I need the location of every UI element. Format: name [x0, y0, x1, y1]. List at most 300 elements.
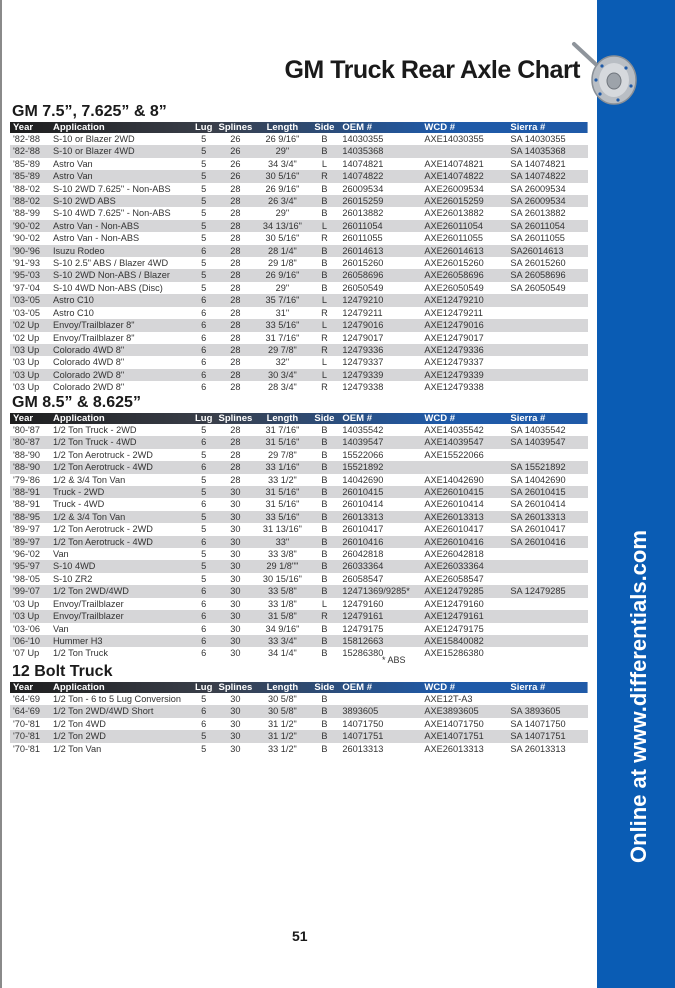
cell-side: B	[321, 183, 328, 194]
cell-lug: 5	[201, 183, 207, 194]
cell-length: 30 5/16"	[265, 171, 300, 182]
cell-splines: 28	[230, 183, 241, 194]
cell-side: R	[321, 307, 328, 318]
cell-year: '98-'05	[13, 573, 41, 584]
cell-side: L	[321, 357, 327, 368]
cell-wcd: AXE12479017	[424, 332, 484, 343]
cell-oem: 26050549	[342, 282, 384, 293]
cell-year: '06-'10	[13, 635, 41, 646]
cell-length: 31 7/16"	[265, 425, 300, 435]
cell-splines: 30	[230, 549, 241, 560]
cell-side: L	[321, 598, 327, 609]
cell-year: '02 Up	[13, 332, 40, 343]
cell-splines: 28	[230, 233, 241, 244]
cell-length: 33 1/2"	[268, 743, 297, 754]
cell-sierra: SA 14074821	[510, 158, 566, 169]
cell-application: Envoy/Trailblazer 8"	[53, 320, 135, 331]
table-row	[10, 548, 588, 560]
cell-wcd: AXE14042690	[424, 474, 484, 485]
cell-side: B	[321, 623, 328, 634]
cell-length: 29 1/8"	[268, 258, 297, 269]
cell-wcd: AXE14074821	[424, 158, 484, 169]
cell-oem: 26010417	[342, 524, 384, 535]
col-wcd: WCD #	[424, 122, 456, 133]
cell-splines: 28	[230, 437, 241, 448]
cell-sierra: SA 26013313	[510, 743, 566, 754]
cell-application: Astro Van - Non-ABS	[53, 220, 140, 231]
cell-oem: 12479338	[342, 382, 384, 393]
table-row	[10, 220, 588, 232]
cell-wcd: AXE26013882	[424, 208, 484, 219]
cell-sierra: SA 14039547	[510, 437, 566, 448]
cell-application: 1/2 Ton Aerotruck - 2WD	[53, 524, 153, 535]
col-lug: Lug	[195, 413, 213, 424]
cell-splines: 28	[230, 425, 241, 435]
cell-side: B	[321, 462, 328, 473]
cell-splines: 28	[230, 307, 241, 318]
cell-length: 29 1/8""	[266, 561, 299, 572]
cell-side: B	[321, 573, 328, 584]
table-body	[10, 693, 588, 755]
cell-application: Astro Van	[53, 171, 93, 182]
cell-year: '85-'89	[13, 171, 41, 182]
cell-year: '70-'81	[13, 743, 41, 754]
table-row	[10, 511, 588, 523]
cell-side: L	[321, 295, 327, 306]
table-row	[10, 573, 588, 585]
table-header-row	[10, 413, 588, 424]
cell-sierra	[507, 693, 588, 705]
cell-side: R	[321, 344, 328, 355]
cell-lug: 6	[201, 499, 207, 510]
cell-wcd: AXE26033364	[424, 561, 484, 572]
cell-application: Van	[53, 549, 69, 560]
cell-sierra	[507, 610, 588, 622]
cell-wcd: AXE15286380	[424, 648, 484, 659]
cell-lug: 5	[201, 282, 207, 293]
table-header-row	[10, 682, 588, 693]
cell-splines: 30	[230, 511, 241, 522]
table-row	[10, 158, 588, 170]
cell-application: Astro C10	[53, 307, 94, 318]
cell-splines: 28	[230, 245, 241, 256]
cell-sierra: SA 26011054	[510, 220, 565, 231]
cell-lug: 6	[201, 307, 207, 318]
cell-splines: 30	[230, 536, 241, 547]
cell-length: 26 3/4"	[268, 196, 297, 207]
cell-lug: 6	[201, 332, 207, 343]
table-row	[10, 282, 588, 294]
cell-side: B	[321, 425, 328, 435]
cell-sierra: SA 3893605	[510, 706, 561, 717]
cell-sierra: SA 26010414	[510, 499, 566, 510]
cell-sierra: SA 26011055	[510, 233, 565, 244]
cell-side: B	[321, 706, 328, 717]
table-row	[10, 635, 588, 647]
cell-length: 29"	[275, 146, 290, 157]
cell-wcd: AXE26050549	[424, 282, 484, 293]
cell-sierra	[507, 647, 588, 659]
col-wcd: WCD #	[424, 682, 456, 693]
cell-year: '88-'91	[13, 499, 41, 510]
cell-length: 26 9/16"	[265, 270, 300, 281]
table-row	[10, 257, 588, 269]
cell-splines: 26	[230, 171, 241, 182]
cell-splines: 28	[230, 462, 241, 473]
cell-lug: 6	[201, 369, 207, 380]
cell-side: L	[321, 220, 327, 231]
cell-lug: 5	[201, 171, 207, 182]
cell-application: Envoy/Trailblazer 8"	[53, 332, 135, 343]
cell-lug: 5	[201, 425, 207, 435]
cell-sierra: SA 14042690	[510, 474, 566, 485]
cell-lug: 5	[201, 270, 207, 281]
cell-length: 30 15/16"	[262, 573, 302, 584]
cell-lug: 5	[201, 158, 207, 169]
cell-length: 33 3/8"	[268, 549, 297, 560]
cell-year: '88-'90	[13, 449, 41, 460]
cell-year: '80-'87	[13, 425, 41, 435]
cell-year: '80-'87	[13, 437, 41, 448]
cell-length: 34 3/4"	[268, 158, 297, 169]
cell-lug: 6	[201, 344, 207, 355]
cell-application: Van	[53, 623, 69, 634]
cell-length: 31 1/2"	[268, 718, 297, 729]
cell-side: B	[321, 561, 328, 572]
cell-length: 29 7/8"	[268, 449, 297, 460]
cell-year: '03-'05	[13, 295, 41, 306]
cell-splines: 28	[230, 258, 241, 269]
cell-oem: 26058547	[342, 573, 384, 584]
cell-oem: 12479160	[342, 598, 384, 609]
cell-oem: 26010416	[342, 536, 384, 547]
cell-wcd: AXE26013313	[424, 743, 484, 754]
cell-sierra: SA 14071750	[510, 718, 566, 729]
cell-wcd: AXE26015260	[424, 258, 484, 269]
cell-splines: 28	[230, 344, 241, 355]
table-body	[10, 424, 588, 660]
cell-sierra	[507, 294, 588, 306]
cell-length: 26 9/16"	[265, 134, 300, 144]
cell-year: '90-'96	[13, 245, 41, 256]
cell-length: 30 5/8"	[268, 694, 297, 704]
cell-oem: 14035368	[342, 146, 384, 157]
cell-oem: 15521892	[342, 462, 384, 473]
cell-oem: 14071751	[342, 731, 384, 742]
cell-year: '88-'95	[13, 511, 41, 522]
cell-splines: 26	[230, 146, 241, 157]
side-banner	[597, 0, 675, 988]
cell-lug: 6	[201, 295, 207, 306]
col-oem: OEM #	[342, 413, 372, 424]
cell-application: Astro Van	[53, 158, 93, 169]
cell-oem: 14071750	[342, 718, 384, 729]
cell-application: 1/2 Ton Truck - 2WD	[53, 425, 137, 435]
cell-length: 33 1/8"	[268, 598, 297, 609]
cell-application: 1/2 Ton 2WD/4WD	[53, 586, 129, 597]
cell-length: 33 1/2"	[268, 474, 297, 485]
cell-splines: 28	[230, 357, 241, 368]
cell-wcd: AXE26013313	[424, 511, 484, 522]
table-row	[10, 207, 588, 219]
cell-sierra: SA 26010415	[510, 487, 566, 498]
cell-year: '82-'88	[13, 134, 41, 144]
table-row	[10, 461, 588, 473]
cell-year: '88-'90	[13, 462, 41, 473]
cell-lug: 6	[201, 706, 207, 717]
cell-sierra: SA 26010417	[510, 524, 566, 535]
cell-application: Hummer H3	[53, 635, 103, 646]
cell-oem: 26013882	[342, 208, 384, 219]
cell-year: '02 Up	[13, 320, 40, 331]
cell-sierra: SA 26050549	[510, 282, 566, 293]
cell-lug: 6	[201, 718, 207, 729]
cell-application: S-10 2WD Non-ABS / Blazer	[53, 270, 170, 281]
section-title-gm-8-5: GM 8.5” & 8.625”	[12, 394, 141, 411]
cell-side: R	[321, 332, 328, 343]
cell-oem: 12479211	[342, 307, 383, 318]
cell-oem: 12479161	[342, 611, 384, 622]
cell-length: 30 3/4"	[268, 369, 297, 380]
cell-oem: 26010414	[342, 499, 384, 510]
table-row	[10, 424, 588, 436]
cell-lug: 5	[201, 196, 207, 207]
cell-splines: 26	[230, 158, 241, 169]
cell-lug: 5	[201, 743, 207, 754]
cell-sierra: SA 26058696	[510, 270, 566, 281]
table-row	[10, 536, 588, 548]
cell-sierra: SA 14071751	[510, 731, 566, 742]
cell-splines: 30	[230, 561, 241, 572]
cell-side: B	[321, 635, 328, 646]
cell-application: Truck - 2WD	[53, 487, 105, 498]
cell-year: '70-'81	[13, 718, 41, 729]
cell-year: '90-'02	[13, 220, 41, 231]
table-body	[10, 133, 588, 394]
cell-length: 31"	[275, 307, 290, 318]
cell-year: '91-'93	[13, 258, 41, 269]
cell-side: B	[321, 282, 328, 293]
cell-year: '88-'99	[13, 208, 41, 219]
cell-oem: 26013313	[342, 511, 384, 522]
cell-splines: 30	[230, 611, 241, 622]
cell-year: '97-'04	[13, 282, 41, 293]
cell-lug: 5	[201, 220, 207, 231]
cell-length: 33 5/16"	[265, 320, 300, 331]
cell-wcd: AXE15522066	[424, 449, 484, 460]
cell-year: '99-'07	[13, 586, 41, 597]
cell-lug: 5	[201, 694, 207, 704]
cell-oem: 26011054	[342, 220, 383, 231]
cell-length: 33 1/16"	[265, 462, 300, 473]
table-row	[10, 730, 588, 742]
cell-lug: 5	[201, 208, 207, 219]
cell-side: B	[321, 694, 328, 704]
cell-wcd: AXE26058547	[424, 573, 484, 584]
table-row	[10, 269, 588, 281]
cell-lug: 6	[201, 611, 207, 622]
cell-splines: 28	[230, 270, 241, 281]
col-splines: Splines	[218, 682, 253, 693]
table-row	[10, 610, 588, 622]
cell-sierra	[507, 548, 588, 560]
table-row	[10, 332, 588, 344]
cell-length: 28 1/4"	[268, 245, 297, 256]
cell-length: 30 5/8"	[268, 706, 297, 717]
cell-length: 33"	[275, 536, 290, 547]
cell-splines: 28	[230, 369, 241, 380]
axle-flange-icon	[570, 40, 640, 110]
cell-year: '70-'81	[13, 731, 41, 742]
cell-oem: 26015260	[342, 258, 384, 269]
cell-sierra	[507, 598, 588, 610]
cell-application: Astro C10	[53, 295, 94, 306]
cell-length: 33 5/8"	[268, 586, 297, 597]
cell-oem: 26058696	[342, 270, 384, 281]
cell-wcd: AXE26010417	[424, 524, 484, 535]
cell-application: Truck - 4WD	[53, 499, 105, 510]
cell-wcd: AXE26058696	[424, 270, 484, 281]
cell-wcd: AXE12479338	[424, 382, 484, 393]
cell-side: B	[321, 208, 328, 219]
col-sierra: Sierra #	[510, 682, 546, 693]
axle-table-gm-7-5	[10, 122, 588, 394]
cell-lug: 6	[201, 437, 207, 448]
table-row	[10, 307, 588, 319]
cell-year: '03 Up	[13, 344, 40, 355]
cell-lug: 6	[201, 320, 207, 331]
cell-oem: 26013313	[342, 743, 384, 754]
cell-lug: 6	[201, 635, 207, 646]
cell-splines: 28	[230, 282, 241, 293]
cell-oem: 26042818	[342, 549, 384, 560]
cell-oem: 14074821	[342, 158, 384, 169]
cell-lug: 5	[201, 573, 207, 584]
col-application: Application	[53, 413, 105, 424]
cell-oem: 14042690	[342, 474, 384, 485]
cell-sierra: SA 14035542	[510, 425, 566, 435]
table-row	[10, 486, 588, 498]
cell-side: L	[321, 369, 327, 380]
cell-length: 30 5/16"	[265, 233, 300, 244]
cell-lug: 5	[201, 561, 207, 572]
cell-oem: 26009534	[342, 183, 384, 194]
section-title-12-bolt: 12 Bolt Truck	[12, 663, 113, 680]
cell-side: B	[321, 245, 328, 256]
cell-application: 1/2 & 3/4 Ton Van	[53, 511, 126, 522]
col-year: Year	[13, 682, 34, 693]
cell-wcd: AXE12T-A3	[424, 694, 473, 704]
cell-application: 1/2 Ton Truck - 4WD	[53, 437, 137, 448]
cell-sierra: SA 14074822	[510, 171, 566, 182]
cell-wcd: AXE12479161	[424, 611, 484, 622]
cell-side: B	[321, 487, 328, 498]
table-row	[10, 647, 588, 659]
cell-lug: 5	[201, 524, 207, 535]
cell-lug: 5	[201, 511, 207, 522]
cell-year: '89-'97	[13, 524, 41, 535]
cell-year: '07 Up	[13, 648, 40, 659]
col-sierra: Sierra #	[510, 413, 546, 424]
table-row	[10, 705, 588, 717]
col-application: Application	[53, 122, 105, 133]
cell-wcd: AXE14071751	[424, 731, 484, 742]
cell-side: R	[321, 233, 328, 244]
cell-lug: 5	[201, 146, 207, 157]
cell-splines: 30	[230, 648, 241, 659]
cell-side: R	[321, 611, 328, 622]
cell-side: B	[321, 146, 328, 157]
col-side: Side	[314, 682, 335, 693]
cell-application: S-10 or Blazer 4WD	[53, 146, 135, 157]
cell-lug: 6	[201, 357, 207, 368]
cell-year: '79-'86	[13, 474, 41, 485]
cell-application: 1/2 Ton 2WD/4WD Short	[53, 706, 154, 717]
cell-sierra: SA 26013313	[510, 511, 566, 522]
cell-application: S-10 ZR2	[53, 573, 93, 584]
cell-wcd: AXE12479210	[424, 295, 484, 306]
cell-wcd: AXE12479160	[424, 598, 484, 609]
cell-length: 26 9/16"	[265, 183, 300, 194]
cell-lug: 6	[201, 536, 207, 547]
table-row	[10, 743, 588, 755]
cell-length: 33 3/4"	[268, 635, 297, 646]
cell-splines: 26	[230, 134, 241, 144]
cell-length: 33 5/16"	[265, 511, 300, 522]
cell-side: B	[321, 499, 328, 510]
cell-splines: 28	[230, 196, 241, 207]
cell-application: 1/2 Ton - 6 to 5 Lug Conversion	[53, 694, 182, 704]
cell-wcd: AXE14035542	[424, 425, 484, 435]
col-year: Year	[13, 122, 34, 133]
col-lug: Lug	[195, 122, 213, 133]
cell-wcd: AXE14071750	[424, 718, 484, 729]
cell-length: 31 7/16"	[265, 332, 300, 343]
table-row	[10, 356, 588, 368]
cell-splines: 30	[230, 499, 241, 510]
cell-application: Colorado 4WD 8"	[53, 357, 125, 368]
cell-wcd: AXE26042818	[424, 549, 484, 560]
cell-year: '82-'88	[13, 146, 41, 157]
cell-splines: 30	[230, 731, 241, 742]
table-row	[10, 319, 588, 331]
cell-length: 29"	[275, 282, 290, 293]
col-oem: OEM #	[342, 682, 372, 693]
cell-sierra: SA 14035368	[510, 146, 566, 157]
cell-wcd: AXE12479337	[424, 357, 484, 368]
cell-year: '03 Up	[13, 369, 40, 380]
cell-sierra	[507, 332, 588, 344]
cell-oem	[339, 693, 421, 705]
table-row	[10, 436, 588, 448]
cell-oem: 26014613	[342, 245, 384, 256]
cell-wcd	[421, 461, 507, 473]
cell-year: '03 Up	[13, 598, 40, 609]
cell-splines: 28	[230, 474, 241, 485]
cell-oem: 12479175	[342, 623, 384, 634]
table-row	[10, 133, 588, 145]
cell-sierra: SA 15521892	[510, 462, 566, 473]
cell-year: '95-'03	[13, 270, 41, 281]
cell-splines: 30	[230, 635, 241, 646]
cell-length: 31 1/2"	[268, 731, 297, 742]
cell-sierra: SA 26010416	[510, 536, 566, 547]
cell-application: Astro Van - Non-ABS	[53, 233, 140, 244]
cell-application: 1/2 Ton 2WD	[53, 731, 106, 742]
cell-wcd: AXE26015259	[424, 196, 484, 207]
cell-sierra	[507, 635, 588, 647]
cell-lug: 6	[201, 382, 207, 393]
